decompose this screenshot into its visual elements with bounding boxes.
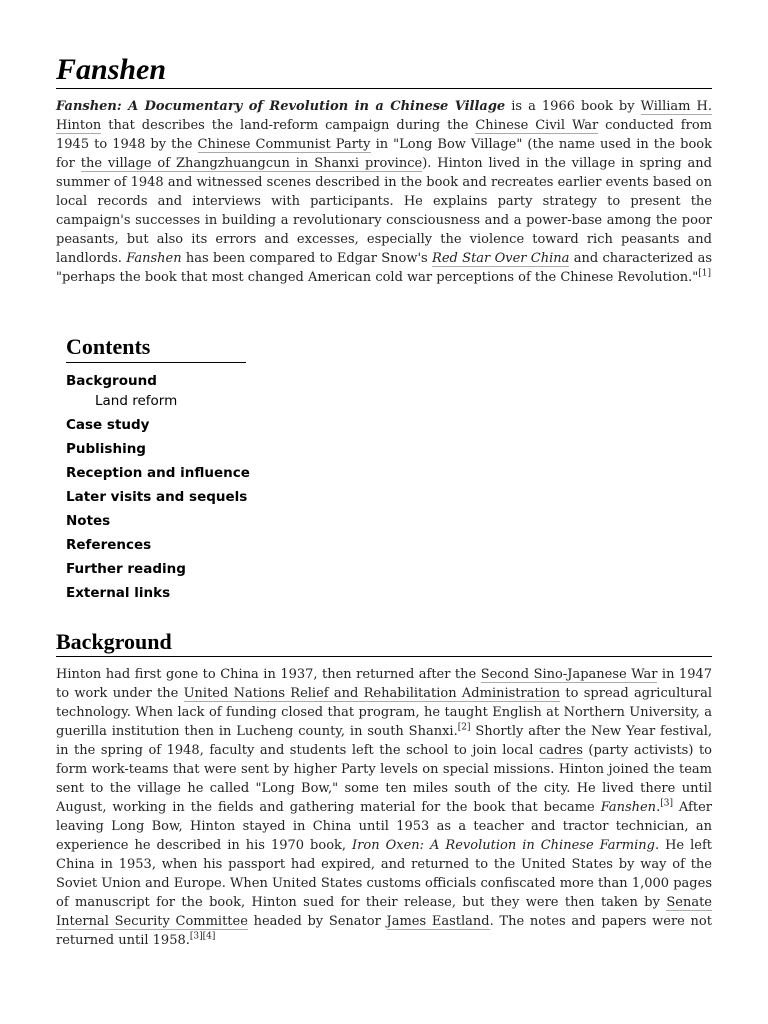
book-title: Fanshen: A Documentary of Revolution in a Chinese Village <box>56 99 506 114</box>
link-cadres[interactable]: cadres <box>538 743 583 758</box>
link-zhangzhuangcun[interactable]: the village of Zhangzhuangcun in Shanxi province <box>80 156 423 171</box>
body-text: . He left China in 1953, when his passport had expired, and returned to the United States by way of the Soviet Union and Europe. When United States customs officials confiscated more than 1,000 pages of manuscript for the book, Hinton sued for their release, but they were then taken by <box>56 838 712 910</box>
body-text: Hinton had first gone to China in 1937, then returned after the <box>56 667 481 682</box>
toc-item[interactable]: Publishing <box>66 441 146 457</box>
body-text: . <box>656 800 661 815</box>
intro-text: and characterized as "perhaps the book that most changed American cold war perceptions of the Chinese Revolution." <box>56 251 712 285</box>
toc-item[interactable]: External links <box>66 585 171 601</box>
link-james-eastland[interactable]: James Eastland <box>386 914 490 929</box>
toc-subitem[interactable]: Land reform <box>95 393 178 409</box>
link-chinese-communist-party[interactable]: Chinese Communist Party <box>197 137 371 152</box>
italic-iron-oxen: Iron Oxen: A Revolution in Chinese Farming <box>352 838 655 853</box>
citation-link[interactable]: [3] <box>660 798 673 809</box>
link-second-sino-japanese-war[interactable]: Second Sino-Japanese War <box>480 667 658 682</box>
link-chinese-civil-war[interactable]: Chinese Civil War <box>475 118 599 133</box>
toc-item[interactable]: Notes <box>66 513 111 529</box>
body-text: . The notes and papers were not returned until 1958. <box>56 914 712 948</box>
body-text: (party activists) to form work-teams that were sent by higher Party levels on special missions. Hinton joined the team sent to the village he called "Long Bow," some ten miles south of the city. He lived there until August, working in the fields and gathering material for the book that became <box>56 743 712 815</box>
intro-text: that describes the land-reform campaign during the <box>101 118 476 133</box>
citation-link[interactable]: [3][4] <box>189 931 216 942</box>
body-text: headed by Senator <box>247 914 387 929</box>
toc-item[interactable]: Case study <box>66 417 150 433</box>
body-text: After leaving Long Bow, Hinton stayed in China until 1953 as a teacher and tractor technician, an experience he described in his 1970 book, <box>56 800 712 853</box>
toc-item[interactable]: Further reading <box>66 561 186 577</box>
link-unrra[interactable]: United Nations Relief and Rehabilitation Administration <box>183 686 561 701</box>
italic-fanshen: Fanshen <box>126 251 182 266</box>
toc-item[interactable]: Later visits and sequels <box>66 489 248 505</box>
body-text: to spread agricultural technology. When lack of funding closed that program, he taught English at Northern University, a guerilla institution then in Lucheng county, in south Shanxi. <box>56 686 712 739</box>
body-text: in 1947 to work under the <box>56 667 713 701</box>
intro-text: has been compared to Edgar Snow's <box>181 251 433 266</box>
page-title: Fanshen <box>56 52 712 89</box>
toc-item[interactable]: Reception and influence <box>66 465 250 481</box>
intro-paragraph <box>56 97 712 287</box>
link-red-star-over-china[interactable] <box>432 251 569 267</box>
link-senate-internal-security-committee[interactable]: Senate Internal Security Committee <box>56 895 712 929</box>
intro-text: ). Hinton lived in the village in spring and summer of 1948 and witnessed scenes described in the book and recreates earlier events based on local records and interviews with participants. He explains party strategy to present the campaign's successes in building a revolutionary consciousness and a power-base among the poor peasants, but also its errors and excesses, especially the violence toward rich peasants and landlords. <box>56 156 712 266</box>
citation-link[interactable]: [1] <box>698 268 712 279</box>
link-label: Red Star Over China <box>432 251 570 266</box>
link-william-hinton[interactable]: William H. Hinton <box>56 99 712 133</box>
intro-text: conducted from 1945 to 1948 by the <box>56 118 712 152</box>
section-heading-background: Background <box>56 628 712 657</box>
citation-link[interactable]: [2] <box>457 722 471 733</box>
intro-text: is a 1966 book by <box>505 99 641 114</box>
toc-item[interactable]: References <box>66 537 152 553</box>
background-paragraph <box>56 665 712 950</box>
body-text: Shortly after the New Year festival, in the spring of 1948, faculty and students left the school to join local <box>56 724 712 758</box>
italic-fanshen: Fanshen <box>600 800 657 815</box>
table-of-contents <box>66 333 306 605</box>
toc-item[interactable]: Background <box>66 373 157 389</box>
toc-heading: Contents <box>66 333 246 363</box>
toc-list <box>66 369 306 605</box>
intro-text: in "Long Bow Village" (the name used in the book for <box>56 137 712 171</box>
